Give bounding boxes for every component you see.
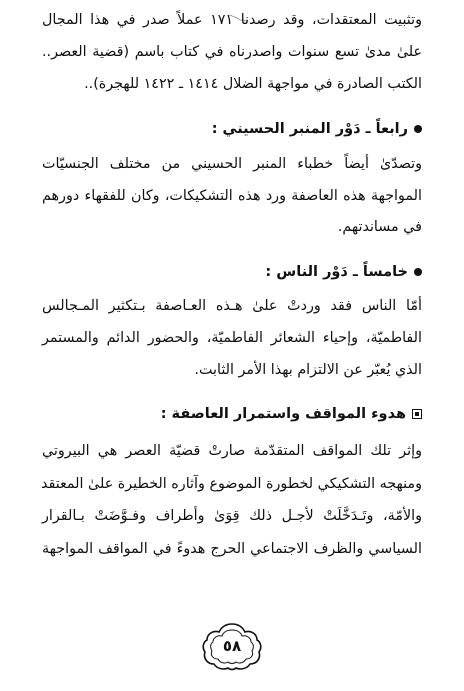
text-line: المواجهة هذه العاصفة ورد هذه التشكيكات، وكان للفقهاء دورهم: [42, 188, 422, 204]
text-line: وتثبيت المعتقدات، وقد رصدنا ١٧١ عملاً صدر في هذا المجال: [42, 12, 422, 28]
text-line: الذي يُعبّر عن الالتزام بهذا الأمر الثابت.: [194, 362, 422, 378]
text-line: والأمّة، وتَـدَخَّلَتْ لأجـل ذلك قِوَىٰ وأطراف وفـوَّضَتْ بـالقرار: [42, 508, 422, 524]
text-line: الكتب الصادرة في مواجهة الضلال ١٤١٤ ـ ١٤٢٢ للهجرة)..: [84, 76, 422, 92]
text-line: الفاطميّة، وإحياء الشعائر الفاطميّة، والحضور الدائم والمستمر: [42, 330, 422, 346]
page-number-ornament: [199, 618, 265, 674]
section-heading: [161, 406, 422, 422]
text-line: وتصدّىٰ أيضاً خطباء المنبر الحسيني من مختلف الجنسيّات: [42, 156, 422, 172]
text-line: علىٰ مدىٰ تسع سنوات واصدرناه في كتاب باسم (قضية العصر..: [42, 44, 422, 60]
text-line: السياسي والظرف الاجتماعي الحرج هدوءً في المواقف المواجهة: [42, 541, 422, 557]
section-heading: [265, 264, 422, 280]
text-line: ومنهجه التشكيكي لخطورة الموضوع وآثاره الخطيرة علىٰ المعتقد: [40, 476, 422, 492]
square-bullet-icon: [412, 409, 422, 419]
text-line: أمّا الناس فقد وردتْ علىٰ هـذه العـاصفة بـتكثير المـجالس: [42, 298, 422, 314]
section-heading-text: هدوء المواقف واستمرار العاصفة :: [160, 406, 406, 422]
section-heading: [212, 121, 422, 137]
section-heading-text: خامساً ـ دَوْر الناس :: [265, 264, 408, 280]
text-line: في مساندتهم.: [337, 219, 422, 235]
text-line: وإثر تلك المواقف المتقدّمة صارتْ قضيّة العصر هي البيروتي: [42, 443, 422, 459]
section-heading-text: رابعاً ـ دَوْر المنبر الحسيني :: [211, 121, 408, 137]
bullet-icon: [414, 268, 422, 276]
page-number: ٥٨: [222, 637, 242, 655]
bullet-icon: [414, 125, 422, 133]
